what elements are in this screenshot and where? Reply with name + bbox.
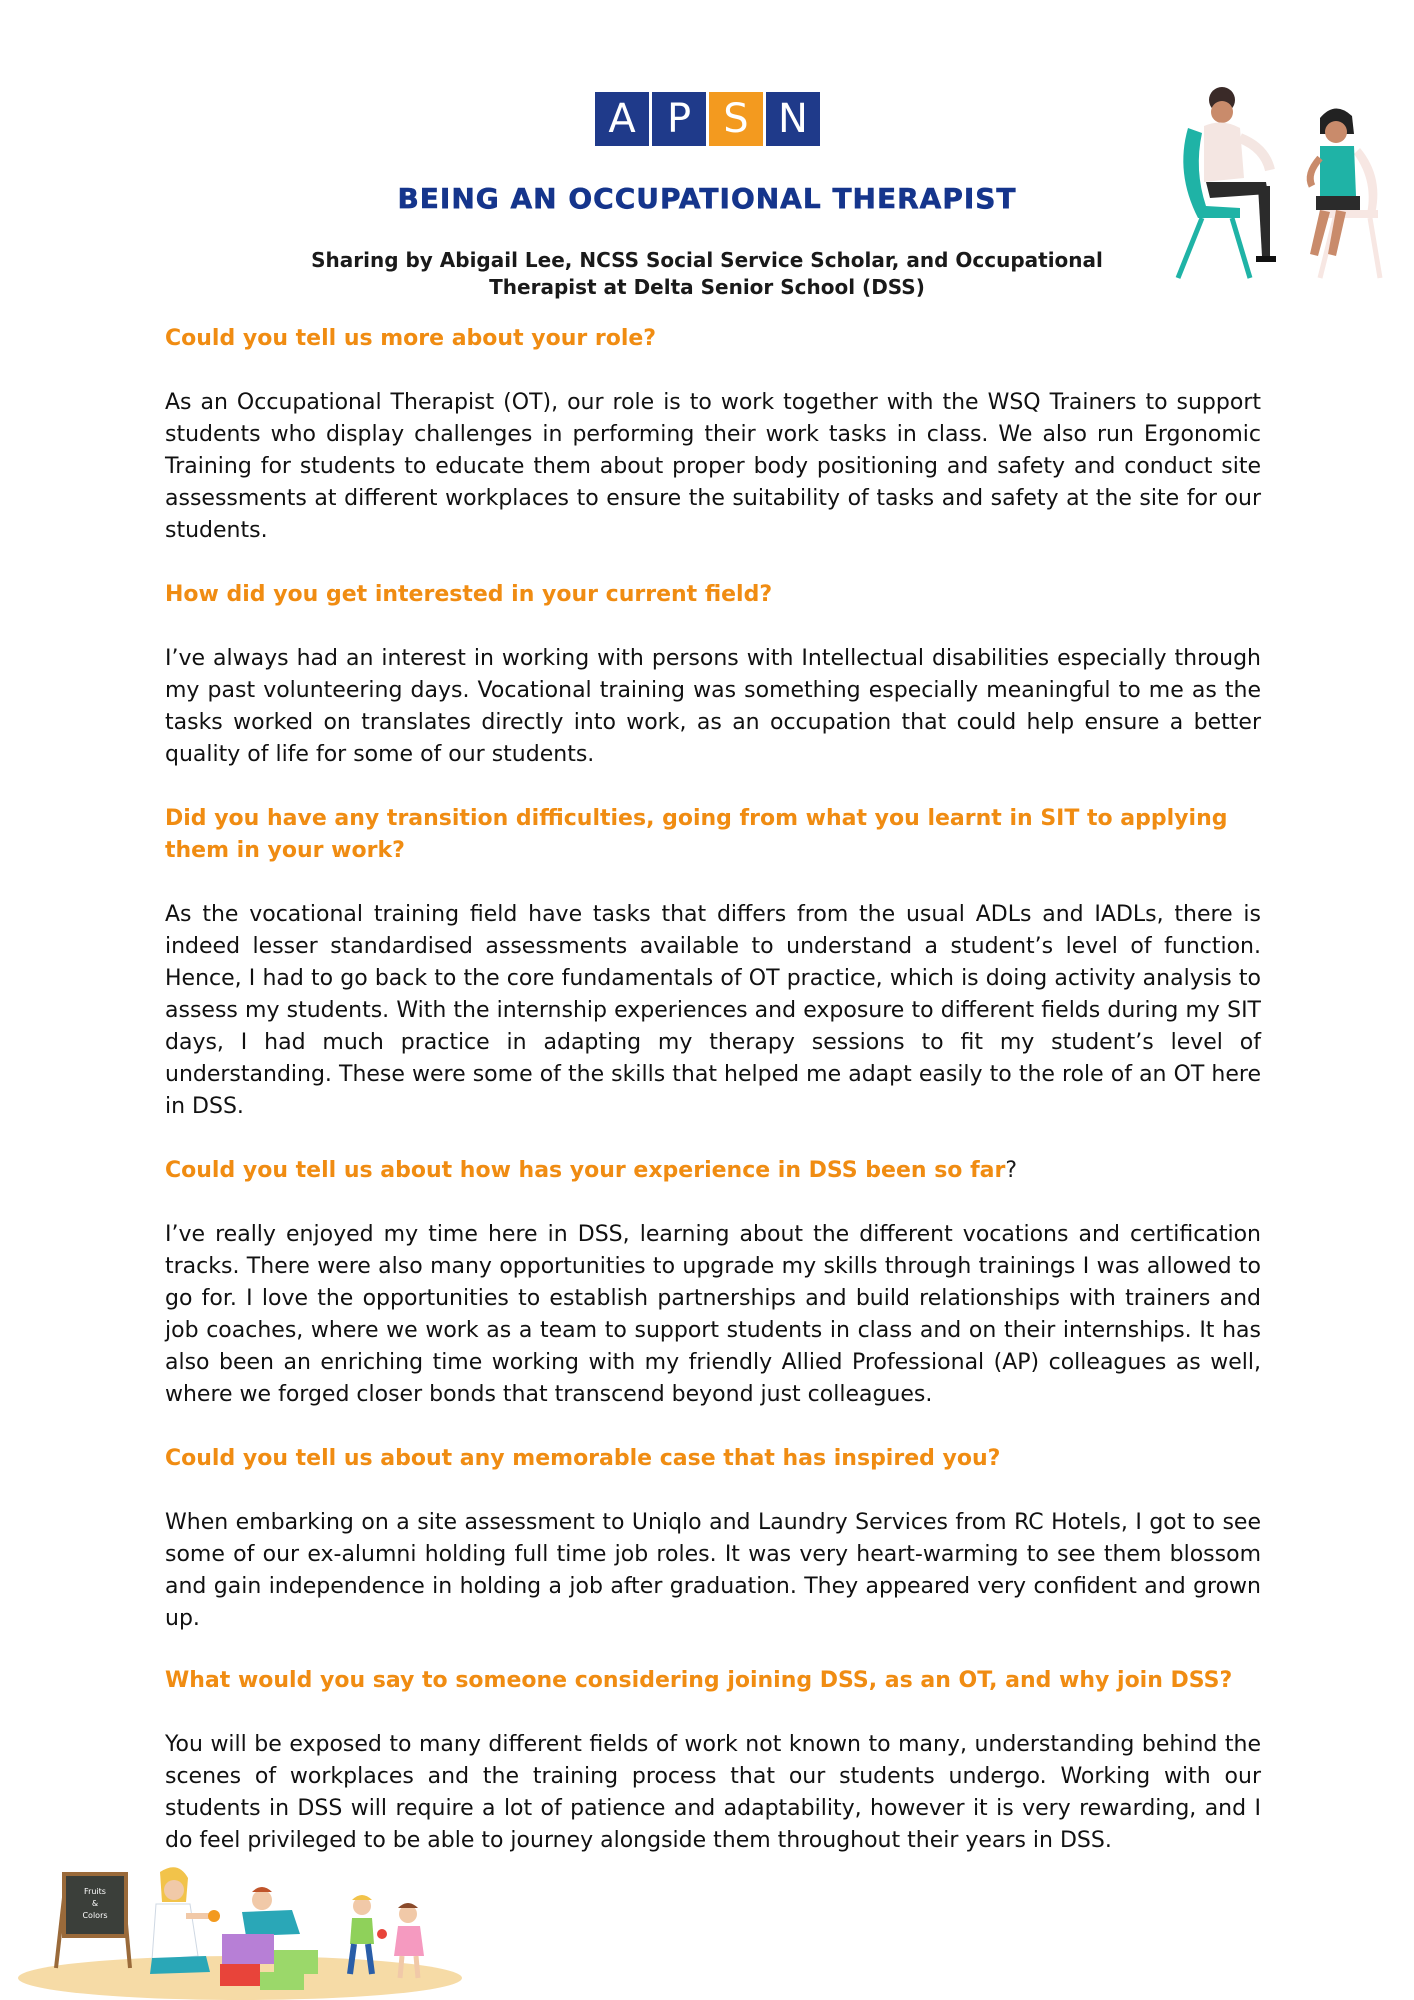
logo-letter-s: S	[709, 92, 763, 146]
apsn-logo	[595, 92, 823, 146]
byline-line-2: Therapist at Delta Senior School (DSS)	[489, 275, 925, 299]
byline-line-1: Sharing by Abigail Lee, NCSS Social Service Scholar, and Occupational	[311, 248, 1103, 272]
question-4-text: Could you tell us about how has your experience in DSS been so far	[165, 1158, 1006, 1183]
chalkboard-text-2: &	[91, 1899, 99, 1908]
question-6: What would you say to someone considering joining DSS, as an OT, and why join DSS?	[165, 1668, 1233, 1693]
answer-1: As an Occupational Therapist (OT), our role is to work together with the WSQ Trainers to support students who display challenges in performing their work tasks in class. We also run Ergonomic Training for students to educate them about proper body positioning and safety and conduct site assessments at different workplaces to ensure the suitability of tasks and safety at the site for our students.	[165, 390, 1261, 543]
answer-4: I’ve really enjoyed my time here in DSS, learning about the different vocations and certification tracks. There were also many opportunities to upgrade my skills through trainings I was allowed to go for. I love the opportunities to establish partnerships and build relationships with trainers and job coaches, where we work as a team to support students in class and on their internships. It has also been an enriching time working with my friendly Allied Professional (AP) colleagues as well, where we forged closer bonds that transcend beyond just colleagues.	[165, 1222, 1261, 1407]
question-1: Could you tell us more about your role?	[165, 326, 657, 351]
classroom-illustration	[10, 1860, 470, 2000]
question-3: Did you have any transition difficulties, going from what you learnt in SIT to applying them in your work?	[165, 806, 1228, 863]
logo-letter-a: A	[595, 92, 649, 146]
logo-letter-p: P	[652, 92, 706, 146]
question-4-mark: ?	[1005, 1158, 1018, 1183]
answer-5: When embarking on a site assessment to Uniqlo and Laundry Services from RC Hotels, I got to see some of our ex-alumni holding full time job roles. It was very heart-warming to see them blossom and gain independence in holding a job after graduation. They appeared very confident and grown up.	[165, 1510, 1261, 1631]
page-title: BEING AN OCCUPATIONAL THERAPIST	[397, 182, 1017, 215]
answer-3: As the vocational training field have tasks that differs from the usual ADLs and IADLs, there is indeed lesser standardised assessments available to understand a student’s level of function. Hence, I had to go back to the core fundamentals of OT practice, which is doing activity analysis to assess my students. With the internship experiences and exposure to different fields during my SIT days, I had much practice in adapting my therapy sessions to fit my student’s level of understanding. These were some of the skills that helped me adapt easily to the role of an OT here in DSS.	[165, 902, 1261, 1119]
question-2: How did you get interested in your current field?	[165, 582, 773, 607]
logo-letter-n: N	[766, 92, 820, 146]
question-4	[165, 1155, 1261, 1187]
chalkboard-text-3: Colors	[82, 1911, 108, 1920]
interview-content	[165, 323, 1261, 1857]
chalkboard-text-1: Fruits	[84, 1887, 106, 1896]
byline	[300, 247, 1114, 301]
question-5: Could you tell us about any memorable case that has inspired you?	[165, 1446, 1001, 1471]
answer-6: You will be exposed to many different fields of work not known to many, understanding behind the scenes of workplaces and the training process that our students undergo. Working with our students in DSS will require a lot of patience and adaptability, however it is very rewarding, and I do feel privileged to be able to journey alongside them throughout their years in DSS.	[165, 1732, 1261, 1853]
answer-2: I’ve always had an interest in working with persons with Intellectual disabilities especially through my past volunteering days. Vocational training was something especially meaningful to me as the tasks worked on translates directly into work, as an occupation that could help ensure a better quality of life for some of our students.	[165, 646, 1261, 767]
